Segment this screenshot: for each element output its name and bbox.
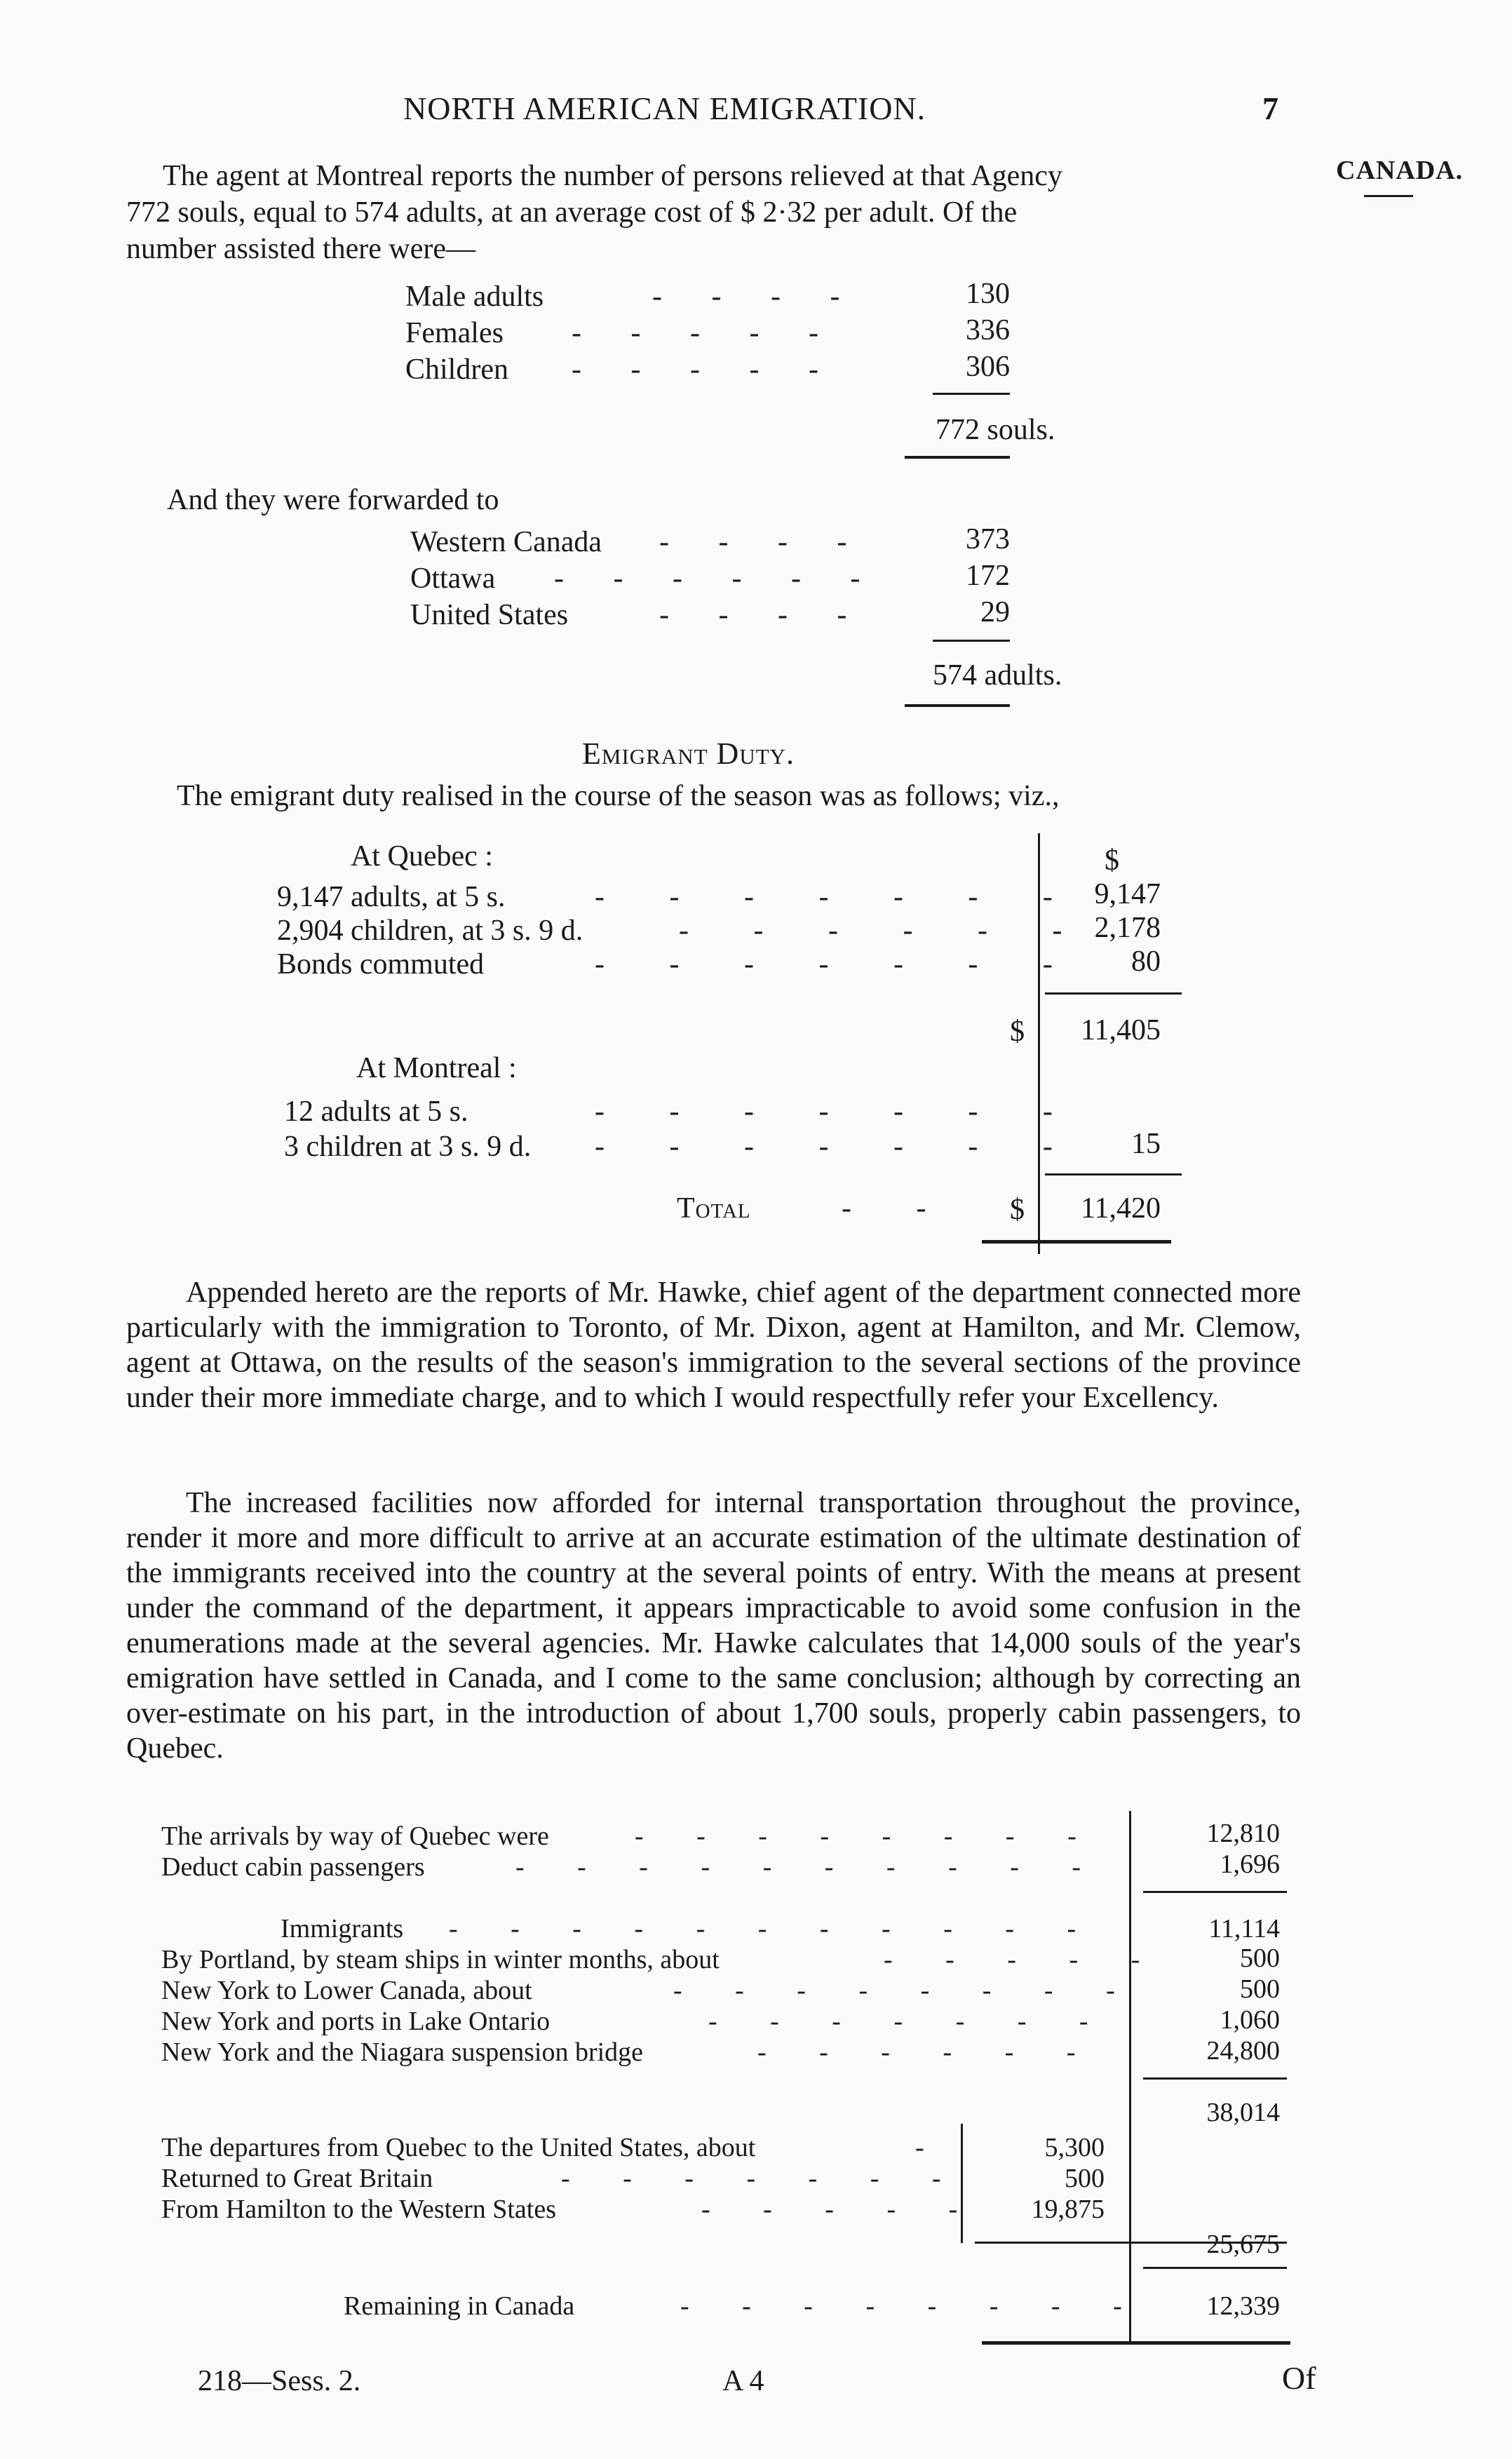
duty-intro: The emigrant duty realised in the course of the season was as follows; viz., bbox=[177, 780, 1060, 812]
forwarded-label: Western Canada bbox=[410, 526, 602, 558]
departure-value: 500 bbox=[1065, 2164, 1105, 2193]
arrival-value: 1,060 bbox=[1220, 2005, 1280, 2035]
forwarded-value: 172 bbox=[966, 560, 1010, 592]
forwarded-value: 29 bbox=[980, 596, 1010, 628]
montreal-row-label: 12 adults at 5 s. bbox=[284, 1096, 468, 1128]
quebec-label: At Quebec : bbox=[351, 840, 493, 873]
currency-sign: $ bbox=[1010, 1194, 1025, 1226]
currency-sign: $ bbox=[1010, 1016, 1025, 1048]
column-rule bbox=[1129, 1811, 1131, 2344]
total-rule bbox=[905, 704, 1010, 707]
leader-dashes: - - - - - - - bbox=[595, 1096, 1081, 1128]
leader-dashes: - - - - - - bbox=[554, 562, 882, 595]
forwarded-label: United States bbox=[410, 599, 569, 631]
catchword: Of bbox=[1282, 2360, 1316, 2396]
arrival-label: By Portland, by steam ships in winter months, about bbox=[161, 1945, 720, 1974]
remaining-label: Remaining in Canada bbox=[344, 2291, 575, 2321]
leader-dashes: - - - - - - - bbox=[595, 881, 1081, 913]
signature-mark: A 4 bbox=[722, 2365, 764, 2397]
leader-dashes: - - bbox=[842, 1192, 955, 1225]
leader-dashes: - - - - - bbox=[572, 317, 839, 349]
sum-rule bbox=[1143, 2267, 1287, 2269]
departures-total: 25,675 bbox=[1206, 2230, 1280, 2259]
leader-dashes: - - - - - - - - bbox=[673, 1976, 1138, 2005]
assisted-label: Females bbox=[405, 317, 504, 349]
montreal-row-label: 3 children at 3 s. 9 d. bbox=[284, 1131, 532, 1163]
leader-dashes: - - - - - bbox=[884, 1945, 1163, 1974]
leader-dashes: - - - - - - - bbox=[595, 948, 1081, 981]
total-label: Total bbox=[677, 1192, 751, 1225]
page-number: 7 bbox=[1262, 90, 1278, 126]
sum-rule bbox=[933, 393, 1010, 395]
quebec-row-label: 9,147 adults, at 5 s. bbox=[277, 881, 506, 913]
quebec-row-label: 2,904 children, at 3 s. 9 d. bbox=[277, 915, 583, 947]
sum-rule bbox=[1143, 1891, 1287, 1893]
arrival-value: 24,800 bbox=[1206, 2036, 1280, 2066]
leader-dashes: - - - - - - - - bbox=[680, 2291, 1145, 2321]
leader-dashes: - - - - - - - - - - bbox=[515, 1852, 1105, 1882]
montreal-label: At Montreal : bbox=[356, 1052, 517, 1084]
leader-dashes: - - - - bbox=[652, 281, 861, 313]
departure-value: 5,300 bbox=[1044, 2133, 1105, 2162]
assisted-total: 772 souls. bbox=[936, 414, 1055, 446]
total-rule bbox=[982, 2341, 1290, 2345]
paragraph: The increased facilities now afforded for internal transportation throughout the province, render it more and more difficult to arrive at an accurate estimation of the ultimate destination of the immigrants received into the country at the several points of entry. With the means at present under the command of the department, it appears impracticable to avoid some confusion in the enumerations made at the several agencies. Mr. Hawke calculates that 14,000 souls of the year's emigration have settled in Canada, and I come to the same conclusion; although by correcting an over-estimate on his part, in the introduction of about 1,700 souls, properly cabin passengers, to Quebec. bbox=[126, 1487, 1301, 1765]
side-note-rule bbox=[1364, 195, 1413, 197]
side-note: CANADA. bbox=[1336, 156, 1464, 185]
assisted-value: 306 bbox=[966, 351, 1010, 383]
quebec-row-value: 80 bbox=[1131, 945, 1161, 978]
assisted-label: Male adults bbox=[405, 281, 544, 313]
leader-dashes: - - - - - bbox=[701, 2195, 981, 2224]
arrival-label: New York and ports in Lake Ontario bbox=[161, 2007, 551, 2036]
sum-rule bbox=[1045, 1173, 1182, 1175]
immigrants-label: Immigrants bbox=[281, 1914, 404, 1943]
total-rule bbox=[982, 1240, 1171, 1244]
intro-line-2: 772 souls, equal to 574 adults, at an average cost of $ 2·32 per adult. Of the bbox=[126, 196, 1018, 229]
assisted-value: 130 bbox=[966, 278, 1010, 310]
intro-line-1: The agent at Montreal reports the number of persons relieved at that Agency bbox=[163, 160, 1062, 192]
sum-rule bbox=[933, 640, 1010, 642]
assisted-label: Children bbox=[405, 353, 508, 386]
forwarded-intro: And they were forwarded to bbox=[167, 484, 499, 516]
assisted-value: 336 bbox=[966, 314, 1010, 346]
leader-dashes: - - - - - - - bbox=[561, 2164, 964, 2193]
section-heading: Emigrant Duty. bbox=[582, 736, 795, 771]
currency-sign: $ bbox=[1105, 844, 1119, 877]
paragraph: Appended hereto are the reports of Mr. Hawke, chief agent of the department connected more particularly with the immigration to Toronto, of Mr. Dixon, agent at Hamilton, and Mr. Clemow, agent at Ottawa, on the results of the season's immigration to the several sections of the province under their more immediate charge, and to which I would respectfully refer your Excellency. bbox=[126, 1276, 1301, 1414]
arrival-value: 1,696 bbox=[1220, 1850, 1280, 1879]
montreal-row-value: 15 bbox=[1131, 1128, 1161, 1160]
immigrants-value: 11,114 bbox=[1208, 1914, 1280, 1943]
departure-label: The departures from Quebec to the United States, about bbox=[161, 2133, 756, 2162]
total-rule bbox=[905, 456, 1010, 459]
arrival-value: 500 bbox=[1240, 1974, 1280, 2004]
arrivals-subtotal: 38,014 bbox=[1206, 2098, 1280, 2127]
running-title: NORTH AMERICAN EMIGRATION. bbox=[403, 90, 926, 126]
remaining-value: 12,339 bbox=[1206, 2291, 1280, 2321]
leader-dashes: - - - - - bbox=[572, 353, 839, 386]
session-mark: 218—Sess. 2. bbox=[198, 2365, 361, 2397]
leader-dashes: - - - - - - - bbox=[595, 1131, 1081, 1163]
leader-dashes: - bbox=[915, 2133, 924, 2162]
leader-dashes: - - - - bbox=[659, 526, 868, 558]
duty-total: 11,420 bbox=[1081, 1192, 1161, 1225]
sum-rule bbox=[1143, 2077, 1287, 2080]
leader-dashes: - - - - - - - bbox=[708, 2007, 1112, 2036]
arrival-label: Deduct cabin passengers bbox=[161, 1852, 425, 1882]
quebec-total: 11,405 bbox=[1081, 1014, 1161, 1046]
departure-label: From Hamilton to the Western States bbox=[161, 2195, 557, 2224]
arrival-label: New York and the Niagara suspension bridge bbox=[161, 2037, 644, 2067]
forwarded-value: 373 bbox=[966, 523, 1010, 555]
leader-dashes: - - - - - - - - bbox=[635, 1821, 1100, 1851]
sum-rule bbox=[1045, 992, 1182, 995]
arrival-value: 12,810 bbox=[1206, 1819, 1280, 1848]
arrival-value: 500 bbox=[1240, 1943, 1280, 1973]
leader-dashes: - - - - - - bbox=[757, 2037, 1099, 2067]
quebec-row-label: Bonds commuted bbox=[277, 948, 485, 981]
departure-value: 19,875 bbox=[1031, 2195, 1105, 2224]
intro-line-3: number assisted there were— bbox=[126, 233, 475, 265]
leader-dashes: - - - - bbox=[659, 599, 868, 631]
arrival-label: The arrivals by way of Quebec were bbox=[161, 1821, 549, 1851]
quebec-row-value: 2,178 bbox=[1094, 912, 1161, 944]
forwarded-total: 574 adults. bbox=[933, 659, 1062, 692]
departure-label: Returned to Great Britain bbox=[161, 2164, 433, 2193]
leader-dashes: - - - - - - - - - - - bbox=[449, 1914, 1100, 1943]
arrival-label: New York to Lower Canada, about bbox=[161, 1976, 532, 2005]
leader-dashes: - - - - - - bbox=[679, 915, 1091, 947]
quebec-row-value: 9,147 bbox=[1094, 878, 1161, 910]
forwarded-label: Ottawa bbox=[410, 562, 496, 595]
